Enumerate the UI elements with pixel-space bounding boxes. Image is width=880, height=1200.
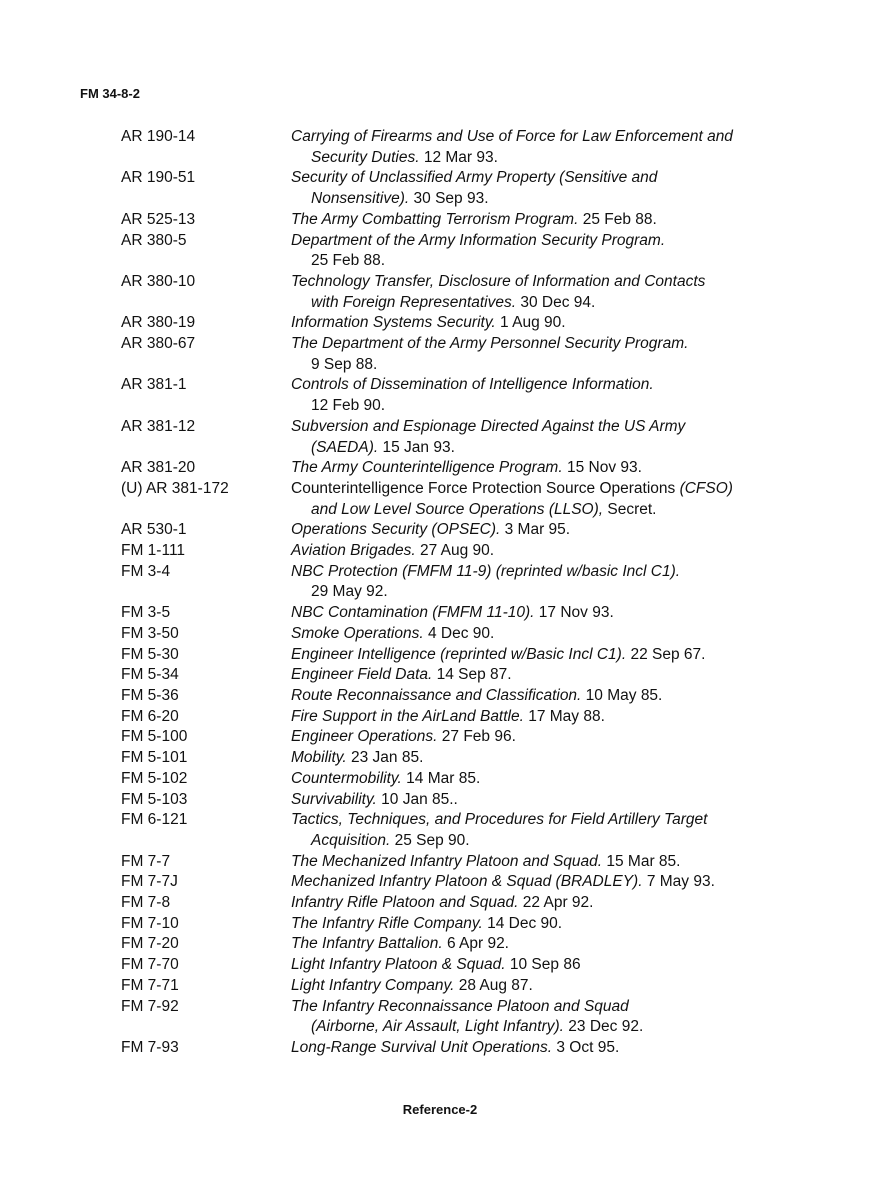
reference-code: AR 381-1 bbox=[121, 376, 187, 394]
reference-code: AR 525-13 bbox=[121, 210, 196, 228]
reference-date: 7 May 93. bbox=[642, 873, 715, 891]
reference-title-text: Security of Unclassified Army Property (Sensitive and bbox=[291, 169, 658, 187]
reference-entry bbox=[0, 272, 880, 313]
reference-title bbox=[291, 127, 791, 168]
reference-date: 4 Dec 90. bbox=[423, 624, 495, 642]
reference-title bbox=[291, 914, 791, 935]
reference-entry bbox=[0, 769, 880, 790]
reference-title-text: (Airborne, Air Assault, Light Infantry). bbox=[311, 1018, 564, 1036]
reference-date: 17 Nov 93. bbox=[534, 604, 614, 622]
reference-line-2 bbox=[291, 1017, 791, 1038]
reference-code: FM 1-111 bbox=[121, 542, 186, 560]
reference-title bbox=[291, 231, 791, 272]
reference-title-text: (CFSO) bbox=[679, 479, 733, 497]
reference-title-text: Carrying of Firearms and Use of Force for Law Enforcement and bbox=[291, 128, 733, 145]
page-header: FM 34-8-2 bbox=[80, 86, 140, 101]
reference-line-1 bbox=[291, 708, 605, 725]
reference-entry bbox=[0, 168, 880, 209]
reference-code: AR 380-19 bbox=[121, 314, 196, 332]
reference-title-text: and Low Level Source Operations (LLSO), bbox=[311, 500, 604, 518]
reference-title bbox=[291, 417, 791, 458]
reference-entry bbox=[0, 479, 880, 520]
reference-line-1 bbox=[291, 956, 581, 973]
reference-line-1 bbox=[291, 894, 593, 911]
reference-title bbox=[291, 624, 791, 645]
reference-title-text: Controls of Dissemination of Intelligence Information. bbox=[291, 376, 654, 394]
reference-date: 27 Feb 96. bbox=[437, 728, 516, 746]
reference-title bbox=[291, 168, 791, 209]
reference-line-1 bbox=[291, 770, 480, 787]
reference-date: 10 Jan 85.. bbox=[376, 790, 458, 808]
reference-entry bbox=[0, 686, 880, 707]
reference-title-text: Engineer Field Data. bbox=[291, 666, 433, 684]
reference-date: 28 Aug 87. bbox=[454, 976, 533, 994]
reference-title bbox=[291, 748, 791, 769]
reference-entry bbox=[0, 955, 880, 976]
reference-line-1 bbox=[291, 314, 566, 331]
reference-code: FM 5-100 bbox=[121, 728, 188, 746]
reference-title bbox=[291, 686, 791, 707]
reference-title bbox=[291, 810, 791, 851]
reference-line-1 bbox=[291, 977, 533, 994]
reference-code: FM 7-92 bbox=[121, 997, 179, 1015]
reference-entry bbox=[0, 603, 880, 624]
reference-code: FM 7-93 bbox=[121, 1038, 179, 1056]
reference-title bbox=[291, 272, 791, 313]
reference-date: 15 Mar 85. bbox=[602, 852, 681, 870]
reference-list bbox=[0, 127, 880, 1059]
reference-title bbox=[291, 934, 791, 955]
reference-line-2 bbox=[291, 831, 791, 852]
reference-code: (U) AR 381-172 bbox=[121, 479, 229, 497]
reference-date: 10 Sep 86 bbox=[505, 956, 581, 974]
reference-code: FM 7-8 bbox=[121, 894, 171, 912]
reference-code: FM 7-10 bbox=[121, 914, 179, 932]
reference-title bbox=[291, 541, 791, 562]
reference-title-text: Light Infantry Platoon & Squad. bbox=[291, 956, 506, 974]
reference-entry bbox=[0, 790, 880, 811]
reference-text: Counterintelligence Force Protection Source Operations bbox=[291, 479, 680, 497]
reference-entry bbox=[0, 707, 880, 728]
reference-title-text: The Infantry Reconnaissance Platoon and Squad bbox=[291, 997, 629, 1015]
reference-date: 30 Sep 93. bbox=[409, 190, 489, 208]
reference-date: 25 Feb 88. bbox=[578, 210, 657, 228]
reference-title bbox=[291, 769, 791, 790]
reference-title bbox=[291, 334, 791, 375]
reference-code: FM 5-103 bbox=[121, 790, 188, 808]
reference-title bbox=[291, 1038, 791, 1059]
reference-title-text: with Foreign Representatives. bbox=[311, 293, 517, 311]
reference-title bbox=[291, 707, 791, 728]
page-footer: Reference-2 bbox=[402, 1102, 478, 1117]
reference-date: 12 Mar 93. bbox=[419, 148, 498, 166]
reference-code: AR 380-5 bbox=[121, 231, 187, 249]
reference-title bbox=[291, 562, 791, 603]
reference-title-text: Engineer Operations. bbox=[291, 728, 438, 746]
reference-line-1 bbox=[291, 273, 705, 290]
reference-title-text: The Army Combatting Terrorism Program. bbox=[291, 210, 579, 228]
reference-title-text: The Infantry Rifle Company. bbox=[291, 914, 483, 932]
reference-title-text: Mobility. bbox=[291, 749, 347, 767]
reference-line-1 bbox=[291, 915, 562, 932]
reference-entry bbox=[0, 893, 880, 914]
reference-code: FM 3-5 bbox=[121, 604, 171, 622]
reference-date: 22 Sep 67. bbox=[626, 645, 706, 663]
reference-line-1 bbox=[291, 418, 685, 435]
reference-line-1 bbox=[291, 480, 733, 497]
reference-code: FM 7-7 bbox=[121, 852, 171, 870]
reference-line-1 bbox=[291, 749, 423, 766]
reference-title-text: Nonsensitive). bbox=[311, 190, 410, 208]
reference-date: 14 Mar 85. bbox=[401, 769, 481, 787]
reference-line-1 bbox=[291, 128, 733, 145]
reference-code: FM 7-71 bbox=[121, 976, 179, 994]
reference-date: 23 Jan 85. bbox=[346, 749, 424, 767]
reference-line-1 bbox=[291, 791, 458, 808]
reference-line-1 bbox=[291, 376, 654, 393]
reference-title-text: Engineer Intelligence (reprinted w/Basic Incl C1). bbox=[291, 645, 627, 663]
reference-line-1 bbox=[291, 666, 512, 683]
reference-date: 1 Aug 90. bbox=[495, 314, 566, 332]
reference-code: AR 530-1 bbox=[121, 521, 187, 539]
reference-code: AR 381-12 bbox=[121, 417, 196, 435]
reference-title bbox=[291, 375, 791, 416]
reference-date: 6 Apr 92. bbox=[442, 935, 509, 953]
reference-line-1 bbox=[291, 211, 657, 228]
reference-line-2 bbox=[291, 148, 791, 169]
reference-entry bbox=[0, 334, 880, 375]
reference-line-2 bbox=[291, 396, 791, 417]
reference-entry bbox=[0, 976, 880, 997]
reference-line-1 bbox=[291, 687, 662, 704]
reference-line-1 bbox=[291, 873, 715, 890]
reference-title bbox=[291, 210, 791, 231]
reference-date: 12 Feb 90. bbox=[311, 397, 386, 415]
reference-line-1 bbox=[291, 728, 516, 745]
reference-code: FM 5-36 bbox=[121, 686, 179, 704]
reference-code: FM 7-70 bbox=[121, 956, 179, 974]
reference-title bbox=[291, 852, 791, 873]
reference-title-text: Route Reconnaissance and Classification. bbox=[291, 686, 582, 704]
reference-title-text: Mechanized Infantry Platoon & Squad (BRADLEY). bbox=[291, 873, 643, 891]
reference-date: 14 Sep 87. bbox=[432, 666, 512, 684]
reference-entry bbox=[0, 872, 880, 893]
reference-title-text: Smoke Operations. bbox=[291, 624, 424, 642]
reference-title-text: Aviation Brigades. bbox=[291, 542, 416, 560]
reference-title-text: The Mechanized Infantry Platoon and Squad. bbox=[291, 852, 603, 870]
reference-title bbox=[291, 893, 791, 914]
reference-entry bbox=[0, 624, 880, 645]
reference-title bbox=[291, 976, 791, 997]
reference-entry bbox=[0, 1038, 880, 1059]
reference-title-text: Survivability. bbox=[291, 790, 377, 808]
reference-line-1 bbox=[291, 521, 570, 538]
reference-entry bbox=[0, 375, 880, 416]
reference-line-1 bbox=[291, 459, 642, 476]
reference-code: FM 6-20 bbox=[121, 707, 179, 725]
reference-entry bbox=[0, 313, 880, 334]
reference-line-2 bbox=[291, 438, 791, 459]
reference-entry bbox=[0, 210, 880, 231]
reference-code: AR 190-51 bbox=[121, 169, 196, 187]
reference-line-1 bbox=[291, 811, 707, 828]
reference-date: 25 Sep 90. bbox=[390, 831, 470, 849]
reference-date: 30 Dec 94. bbox=[516, 293, 596, 311]
reference-title bbox=[291, 645, 791, 666]
reference-title-text: The Infantry Battalion. bbox=[291, 935, 443, 953]
reference-title-text: The Army Counterintelligence Program. bbox=[291, 459, 563, 477]
reference-title bbox=[291, 790, 791, 811]
reference-date: 17 May 88. bbox=[523, 707, 605, 725]
reference-line-1 bbox=[291, 335, 688, 352]
reference-title bbox=[291, 872, 791, 893]
reference-code: FM 7-20 bbox=[121, 935, 179, 953]
reference-code: FM 5-30 bbox=[121, 645, 179, 663]
reference-code: AR 380-10 bbox=[121, 272, 196, 290]
reference-code: AR 190-14 bbox=[121, 128, 196, 145]
reference-date: 29 May 92. bbox=[311, 583, 388, 601]
reference-title bbox=[291, 997, 791, 1038]
reference-entry bbox=[0, 914, 880, 935]
reference-title bbox=[291, 727, 791, 748]
reference-title bbox=[291, 313, 791, 334]
reference-code: FM 7-7J bbox=[121, 873, 178, 891]
reference-title-text: The Department of the Army Personnel Security Program. bbox=[291, 335, 689, 353]
reference-entry bbox=[0, 458, 880, 479]
reference-line-1 bbox=[291, 646, 705, 663]
reference-code: FM 5-34 bbox=[121, 666, 179, 684]
reference-date: 15 Jan 93. bbox=[378, 438, 455, 456]
reference-entry bbox=[0, 852, 880, 873]
reference-line-1 bbox=[291, 625, 494, 642]
reference-line-2 bbox=[291, 500, 791, 521]
reference-title-text: (SAEDA). bbox=[311, 438, 379, 456]
reference-title-text: Technology Transfer, Disclosure of Information and Contacts bbox=[291, 272, 706, 290]
reference-line-2 bbox=[291, 355, 791, 376]
reference-date: Secret. bbox=[603, 500, 657, 518]
reference-code: FM 3-50 bbox=[121, 624, 179, 642]
reference-title-text: Long-Range Survival Unit Operations. bbox=[291, 1038, 553, 1056]
reference-line-2 bbox=[291, 189, 791, 210]
reference-entry bbox=[0, 127, 880, 168]
reference-date: 9 Sep 88. bbox=[311, 355, 378, 373]
reference-line-2 bbox=[291, 582, 791, 603]
reference-entry bbox=[0, 665, 880, 686]
reference-line-1 bbox=[291, 853, 680, 870]
reference-entry bbox=[0, 417, 880, 458]
reference-title-text: Fire Support in the AirLand Battle. bbox=[291, 707, 524, 725]
reference-code: AR 380-67 bbox=[121, 335, 196, 353]
reference-title bbox=[291, 479, 791, 520]
reference-date: 22 Apr 92. bbox=[518, 894, 594, 912]
reference-title-text: Infantry Rifle Platoon and Squad. bbox=[291, 894, 519, 912]
reference-title-text: Operations Security (OPSEC). bbox=[291, 521, 501, 539]
reference-line-2 bbox=[291, 293, 791, 314]
reference-title-text: Department of the Army Information Security Program. bbox=[291, 231, 666, 249]
reference-title-text: NBC Protection (FMFM 11-9) (reprinted w/basic Incl C1). bbox=[291, 562, 681, 580]
reference-date: 3 Oct 95. bbox=[552, 1038, 620, 1056]
reference-line-1 bbox=[291, 563, 680, 580]
reference-line-1 bbox=[291, 542, 494, 559]
reference-entry bbox=[0, 748, 880, 769]
reference-title-text: Subversion and Espionage Directed Against the US Army bbox=[291, 417, 686, 435]
reference-entry bbox=[0, 231, 880, 272]
reference-entry bbox=[0, 562, 880, 603]
reference-title bbox=[291, 458, 791, 479]
reference-date: 10 May 85. bbox=[581, 686, 663, 704]
reference-code: AR 381-20 bbox=[121, 459, 196, 477]
reference-entry bbox=[0, 727, 880, 748]
reference-date: 23 Dec 92. bbox=[563, 1018, 644, 1036]
reference-entry bbox=[0, 541, 880, 562]
reference-code: FM 6-121 bbox=[121, 811, 188, 829]
reference-date: 27 Aug 90. bbox=[415, 542, 495, 560]
reference-date: 15 Nov 93. bbox=[562, 459, 642, 477]
reference-title bbox=[291, 520, 791, 541]
reference-title-text: Acquisition. bbox=[311, 831, 391, 849]
reference-title bbox=[291, 603, 791, 624]
reference-title bbox=[291, 665, 791, 686]
reference-line-1 bbox=[291, 169, 657, 186]
reference-title-text: Security Duties. bbox=[311, 148, 420, 166]
reference-code: FM 3-4 bbox=[121, 562, 171, 580]
reference-entry bbox=[0, 810, 880, 851]
reference-code: FM 5-101 bbox=[121, 749, 188, 767]
reference-title-text: Tactics, Techniques, and Procedures for Field Artillery Target bbox=[291, 811, 708, 829]
reference-title-text: Light Infantry Company. bbox=[291, 976, 455, 994]
reference-line-1 bbox=[291, 1039, 619, 1056]
reference-title bbox=[291, 955, 791, 976]
reference-title-text: Countermobility. bbox=[291, 769, 402, 787]
reference-date: 3 Mar 95. bbox=[500, 521, 571, 539]
reference-date: 25 Feb 88. bbox=[311, 252, 386, 270]
reference-title-text: Information Systems Security. bbox=[291, 314, 496, 332]
reference-line-1 bbox=[291, 232, 665, 249]
reference-line-1 bbox=[291, 935, 509, 952]
reference-date: 14 Dec 90. bbox=[482, 914, 563, 932]
reference-code: FM 5-102 bbox=[121, 769, 188, 787]
reference-line-2 bbox=[291, 251, 791, 272]
reference-title-text: NBC Contamination (FMFM 11-10). bbox=[291, 604, 535, 622]
reference-entry bbox=[0, 997, 880, 1038]
reference-entry bbox=[0, 520, 880, 541]
reference-line-1 bbox=[291, 998, 629, 1015]
reference-entry bbox=[0, 934, 880, 955]
reference-line-1 bbox=[291, 604, 614, 621]
reference-entry bbox=[0, 645, 880, 666]
